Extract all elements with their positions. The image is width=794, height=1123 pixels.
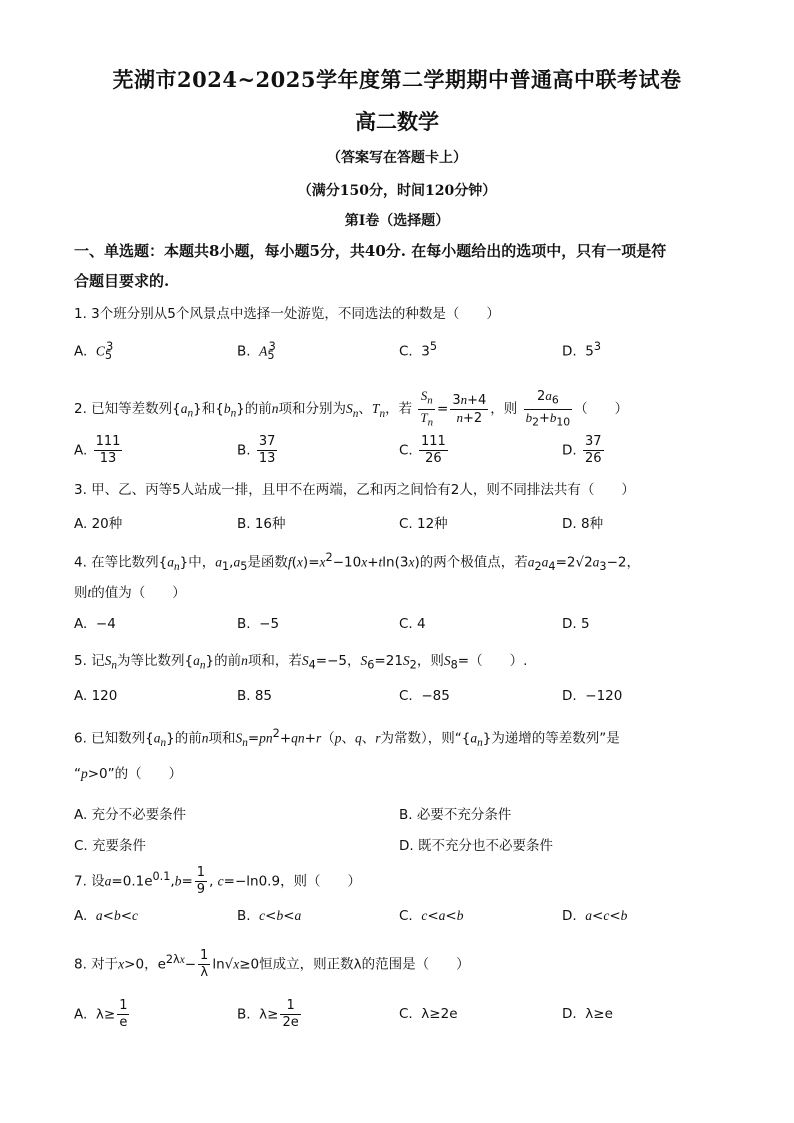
- q7-option-b: B. c<b<a: [237, 908, 302, 924]
- exam-title: 芜湖市2024~2025学年度第二学期期中普通高中联考试卷: [112, 67, 682, 92]
- q7-option-a: A. a<b<c: [74, 908, 139, 924]
- question-4-stem-cont: 则t的值为（ ）: [74, 585, 186, 601]
- question-1-stem: 1. 3个班分别从5个风景点中选择一处游览，不同选法的种数是（ ）: [74, 306, 500, 322]
- q2-option-a: A. $\frac{111}{13}$: [74, 434, 121, 466]
- q4-option-d: D. 5: [562, 616, 590, 632]
- question-7-stem: 7. 设$a=0.1e^{0.1},b=$ $\frac{1}{9}$ , c=−ln0.9，则（ ）: [74, 865, 362, 897]
- q4-option-a: A. −4: [74, 616, 116, 632]
- section-line-2: 合题目要求的.: [74, 272, 170, 290]
- section-heading: [74, 236, 734, 296]
- q1-option-b: B. $A_5^3$: [237, 340, 276, 363]
- q2-option-b: B. $\frac{37}{13}$: [237, 434, 276, 466]
- q6-option-c: C. 充要条件: [74, 838, 147, 854]
- q3-option-b: B. 16种: [237, 516, 286, 532]
- q5-option-a: A. 120: [74, 688, 118, 704]
- q1-option-c: C. $3^5$: [399, 340, 438, 360]
- q8-option-b: B. λ≥ $\frac{1}{2e}$: [237, 998, 299, 1030]
- q4-option-b: B. −5: [237, 616, 280, 632]
- question-3-stem: 3. 甲、乙、丙等5人站成一排，且甲不在两端，乙和丙之间恰有2人，则不同排法共有（ ）: [74, 482, 635, 498]
- question-6-stem-cont: “p>0”的（ ）: [74, 766, 183, 782]
- q1-option-a: A. $C_5^3$: [74, 340, 114, 363]
- q5-option-d: D. −120: [562, 688, 623, 704]
- q4-option-c: C. 4: [399, 616, 426, 632]
- question-8-stem: 8. 对于x>0，$e^{2\lambda x}-$ $\frac{1}{\lambda}$ ln√x≥0恒成立，则正数λ的范围是（ ）: [74, 948, 470, 980]
- q8-option-c: C. λ≥2e: [399, 1006, 458, 1022]
- q8-option-a: A. λ≥ $\frac{1}{e}$: [74, 998, 128, 1030]
- q5-option-b: B. 85: [237, 688, 273, 704]
- q3-option-d: D. 8种: [562, 516, 604, 532]
- question-5-stem: 5. 记$S_n$为等比数列$\{a_n\}$的前n项和，若$S_4=-5$，$S_6=21S_2$，则$S_8=$（ ）.: [74, 653, 528, 672]
- q6-option-d: D. 既不充分也不必要条件: [399, 838, 553, 854]
- question-2-stem: 2. 已知等差数列$\{a_n\}$和$\{b_n\}$的前n项和分别为$S_n$、$T_n$，若 $\frac{S_n}{T_n}$ = $\frac{3n+4}{n+2}$ ，则 $\frac{2a_6}{b_2+b_{10}}$ （ ）: [74, 388, 629, 429]
- q6-option-b: B. 必要不充分条件: [399, 807, 512, 823]
- q7-option-c: C. c<a<b: [399, 908, 464, 924]
- q5-option-c: C. −85: [399, 688, 450, 704]
- answer-note: （答案写在答题卡上）: [327, 150, 467, 166]
- q6-option-a: A. 充分不必要条件: [74, 807, 187, 823]
- volume-heading: 第Ⅰ卷（选择题）: [344, 213, 450, 229]
- question-6-stem: 6. 已知数列$\{a_n\}$的前n项和$S_n=pn^2+qn+r(p$、q、r为常数），则“$\{a_n\}$为递增的等差数列”是: [74, 727, 620, 750]
- q2-option-c: C. $\frac{111}{26}$: [399, 434, 446, 466]
- q8-option-d: D. λ≥e: [562, 1006, 613, 1022]
- section-line-1: 一、单选题：本题共8小题，每小题5分，共40分. 在每小题给出的选项中，只有一项是符: [74, 242, 667, 260]
- q3-option-a: A. 20种: [74, 516, 123, 532]
- score-time-note: （满分150分，时间120分钟）: [297, 183, 497, 199]
- q7-option-d: D. a<c<b: [562, 908, 628, 924]
- q1-option-d: D. $5^3$: [562, 340, 602, 360]
- exam-subject: 高二数学: [355, 109, 439, 134]
- question-4-stem: 4. 在等比数列$\{a_n\}$中，$a_1,a_5$是函数$f(x)=x^2-10x+tln(3x)$的两个极值点，若$a_2a_4=2√2a_3-2$，: [74, 551, 640, 574]
- q2-option-d: D. $\frac{37}{26}$: [562, 434, 602, 466]
- q3-option-c: C. 12种: [399, 516, 448, 532]
